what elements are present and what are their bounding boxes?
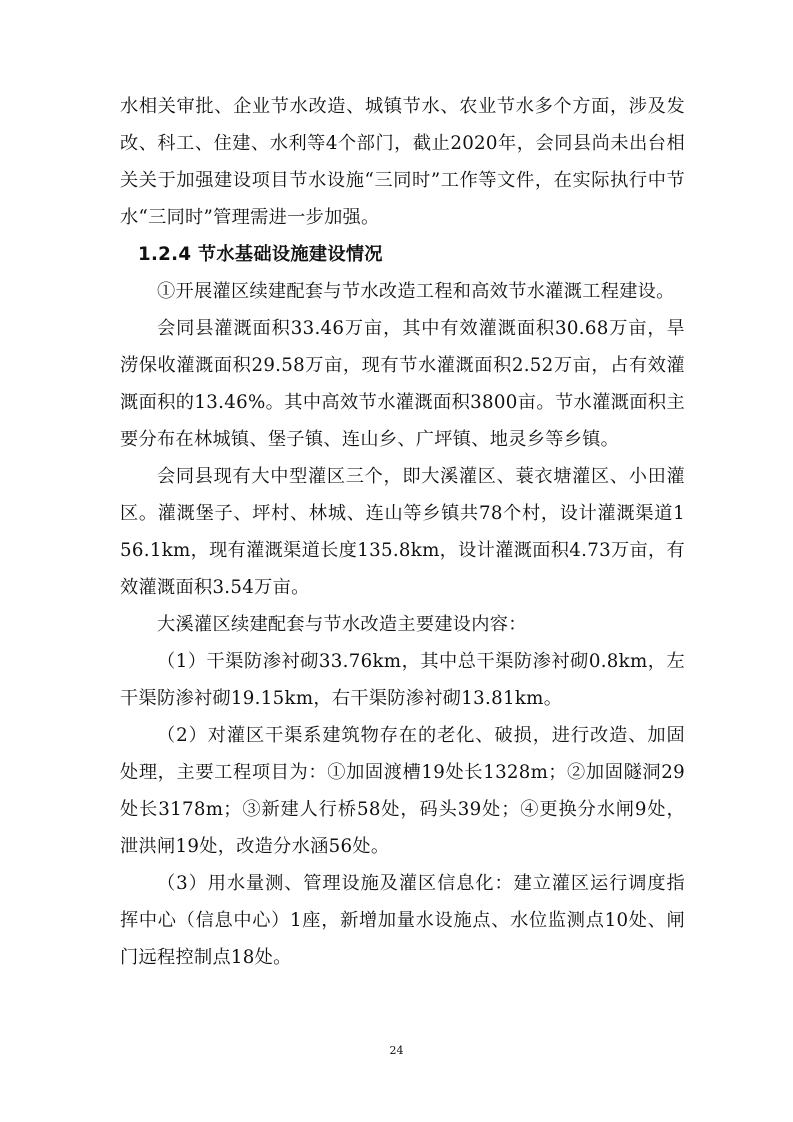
paragraph-irrigation-districts: 会同县现有大中型灌区三个，即大溪灌区、蓑衣塘灌区、小田灌区。灌溉堡子、坪村、林城、连山等乡镇共78个村，设计灌溉渠道156.1km，现有灌溉渠道长度135.8km，设计灌溉面积4.73万亩，有效灌溉面积3.54万亩。: [120, 466, 685, 598]
paragraph-list-1: （1）干渠防渗衬砌33.76km，其中总干渠防渗衬砌0.8km，左干渠防渗衬砌19.15km，右干渠防渗衬砌13.81km。: [120, 651, 685, 709]
paragraph-list-3: （3）用水量测、管理设施及灌区信息化：建立灌区运行调度指挥中心（信息中心）1座，新增加量水设施点、水位监测点10处、闸门远程控制点18处。: [120, 873, 685, 968]
paragraph-continued: 水相关审批、企业节水改造、城镇节水、农业节水多个方面，涉及发改、科工、住建、水利等4个部门，截止2020年，会同县尚未出台相关关于加强建设项目节水设施“三同时”工作等文件，在实际执行中节水“三同时”管理需进一步加强。: [120, 96, 685, 228]
paragraph-daxi-intro: 大溪灌区续建配套与节水改造主要建设内容：: [157, 614, 527, 635]
paragraph-item-1: ①开展灌区续建配套与节水改造工程和高效节水灌溉工程建设。: [157, 281, 675, 302]
section-heading: 1.2.4 节水基础设施建设情况: [138, 244, 383, 265]
page-number: 24: [389, 1044, 404, 1057]
paragraph-list-2: （2）对灌区干渠系建筑物存在的老化、破损，进行改造、加固处理，主要工程项目为：①加固渡槽19处长1328m；②加固隧洞29处长3178m；③新建人行桥58处，码头39处；④更换分水闸9处，泄洪闸19处，改造分水涵56处。: [120, 725, 685, 857]
page-body: [120, 88, 685, 976]
paragraph-irrigation-area: 会同县灌溉面积33.46万亩，其中有效灌溉面积30.68万亩，旱涝保收灌溉面积29.58万亩，现有节水灌溉面积2.52万亩，占有效灌溉面积的13.46%。其中高效节水灌溉面积3800亩。节水灌溉面积主要分布在林城镇、堡子镇、连山乡、广坪镇、地灵乡等乡镇。: [120, 318, 685, 450]
